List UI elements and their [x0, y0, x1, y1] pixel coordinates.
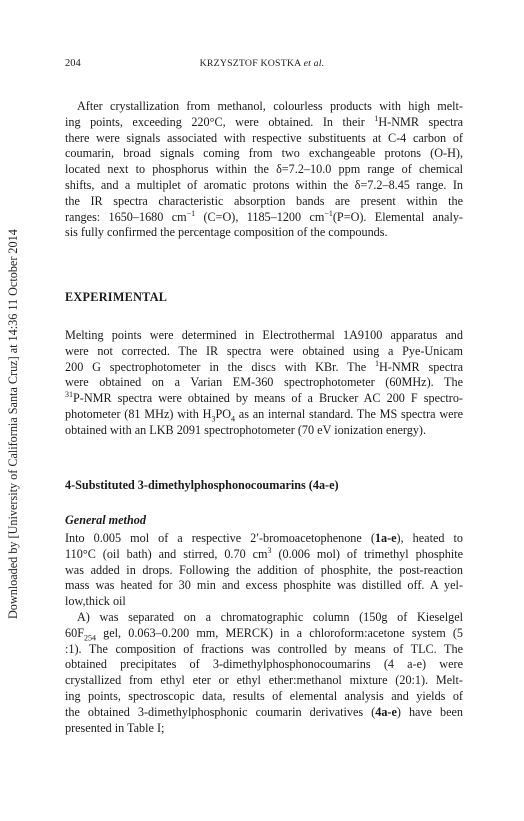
intro-paragraph: [65, 99, 463, 241]
text-line: ranges: 1650–1680 $cm^{-1}$ (C=O), 1185–1200 $cm^{-1}(P=O)$. Elemental analy-: [65, 208, 463, 224]
text-line: obtained with an LKB 2091 spectrophotometer (70 eV ionization energy).: [65, 422, 427, 437]
text-line: presented in Table I;: [65, 720, 165, 735]
method-lines: [65, 531, 463, 736]
experimental-lines: [65, 328, 463, 439]
experimental-paragraph: [65, 328, 463, 439]
running-head-authors: KRZYSZTOF KOSTKA: [199, 58, 301, 69]
text-line: 200 G spectrophotometer in the discs with KBr. The $^1$H-NMR spectra: [65, 358, 463, 374]
download-watermark: Downloaded by [University of California Santa Cruz] at 14:36 11 October 2014: [6, 229, 20, 619]
method-heading: General method: [65, 513, 146, 527]
text-line: were not corrected. The IR spectra were obtained using a Pye-Unicam: [65, 343, 463, 358]
text-line: mass was heated for 30 min and excess phosphite was distilled off. A yel-: [65, 578, 463, 593]
method-paragraph: [65, 531, 463, 736]
text-line: Melting points were determined in Electrothermal 1A9100 apparatus and: [65, 328, 463, 342]
page-number: 204: [65, 58, 81, 69]
text-line: crystallized from ethyl eter or ethyl ether:methanol mixture (20:1). Melt-: [65, 673, 463, 688]
text-line: After crystallization from methanol, colourless products with high melt-: [77, 99, 463, 113]
running-head-etal: et al.: [303, 58, 325, 69]
text-line: located next to phosphorus within the δ=7.2–10.0 ppm range of chemical: [65, 162, 463, 177]
text-line: 110°C (oil bath) and stirred, 0.70 $cm^3$ (0.006 mol) of trimethyl phosphite: [65, 545, 463, 561]
intro-lines: [65, 99, 463, 241]
text-line: $60F_{254}$ gel, 0.063–0.200 mm, MERCK) in a chloroform:acetone system (5: [65, 625, 463, 643]
text-line: ing points, spectroscopic data, results of elemental analysis and yields of: [65, 688, 463, 703]
text-line: :1). The composition of fractions was controlled by means of TLC. The: [65, 641, 463, 656]
text-line: shifts, and a multiplet of aromatic protons within the δ=7.2–8.45 range. In: [65, 177, 463, 192]
text-line: obtained precipitates of 3-dimethylphosphonocoumarins (4 a-e) were: [65, 657, 463, 672]
text-line: the IR spectra characteristic absorption bands are present within the: [65, 193, 463, 208]
text-line: was added in drops. Following the addition of phosphite, the post-reaction: [65, 562, 463, 577]
text-line: low,thick oil: [65, 594, 126, 609]
running-head: [0, 58, 524, 69]
text-line: were obtained on a Varian EM-360 spectrophotometer (60MHz). The: [65, 375, 463, 390]
text-line: Into 0.005 mol of a respective 2′-bromoacetophenone (1a-e), heated to: [65, 531, 463, 545]
text-line: there were signals associated with respective substituents at C-4 carbon of: [65, 130, 463, 145]
text-line: the obtained 3-dimethylphosphonic coumarin derivatives (4a-e) have been: [65, 704, 463, 719]
text-line: $^{31}$P-NMR spectra were obtained by means of a Brucker AC 200 F spectro-: [65, 390, 463, 406]
section-heading: 4-Substituted 3-dimethylphosphonocoumarins (4a-e): [65, 478, 339, 492]
text-line: coumarin, broad signals coming from two exchangeable protons (O-H),: [65, 146, 463, 161]
text-line: sis fully confirmed the percentage composition of the compounds.: [65, 225, 388, 240]
text-line: ing points, exceeding 220°C, were obtained. In their $^1$H-NMR spectra: [65, 113, 463, 129]
experimental-heading: EXPERIMENTAL: [65, 290, 168, 304]
text-line: A) was separated on a chromatographic column (150g of Kieselgel: [77, 609, 463, 624]
text-line: photometer (81 MHz) with $H_3PO_4$ as an internal standard. The MS spectra were: [65, 406, 463, 424]
